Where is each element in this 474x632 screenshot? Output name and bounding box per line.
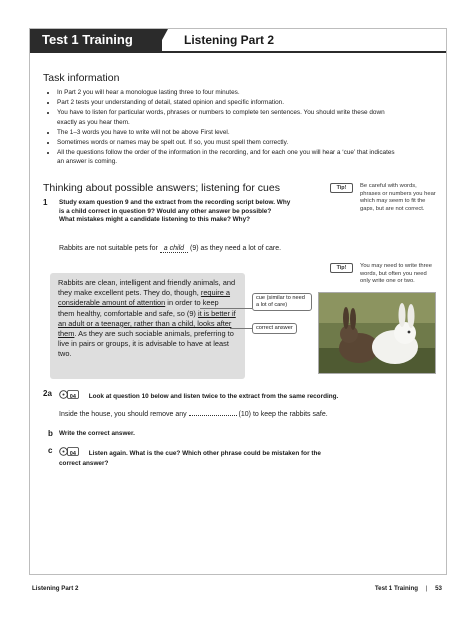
test-label: Test 1 Training <box>30 29 162 51</box>
footer-divider: | <box>425 585 428 592</box>
footer-left: Listening Part 2 <box>32 585 79 592</box>
page-number: 53 <box>435 585 442 592</box>
task-info-list <box>43 88 402 168</box>
audio-track-icon[interactable] <box>59 447 79 460</box>
list-item: • You have to listen for particular words, phrases or numbers to complete ten sentences. You should write these down exactly as you hear them. <box>57 108 402 126</box>
track-number: 04 <box>69 450 76 457</box>
list-item: • The 1–3 words you have to write will not be above First level. <box>57 128 402 137</box>
script-text: in order to keep them healthy, comfortable and safe, so (9) <box>58 298 219 318</box>
thinking-title: Thinking about possible answers; listening for cues <box>43 182 280 194</box>
handwritten-answer: a child <box>160 245 188 253</box>
tip-text: Be careful with words, phrases or numbers you hear which may seem to fit the gaps, but are not correct. <box>360 183 436 212</box>
question-letter: c <box>48 446 53 455</box>
header-rule <box>30 51 446 53</box>
tip-box-2 <box>336 263 438 286</box>
question-line: What mistakes might a candidate listening to this make? Why? <box>59 216 251 224</box>
tip-text: You may need to write three words, but often you need only write one or two. <box>360 263 432 285</box>
tip-badge: Tip! <box>330 263 353 273</box>
header-wedge <box>156 29 168 51</box>
list-item: • In Part 2 you will hear a monologue lasting three to four minutes. <box>57 88 402 97</box>
question-2b <box>48 429 399 439</box>
cue-callout: cue (similar to need a lot of care) <box>252 293 312 311</box>
script-extract <box>50 273 245 379</box>
question-number: 2a <box>43 389 52 398</box>
rabbits-image <box>319 293 435 373</box>
question-2a <box>43 389 439 403</box>
question-line: Look at question 10 below and listen twice to the extract from the same recording. <box>88 392 339 400</box>
question-line: Listen again. What is the cue? Which other phrase could be mistaken for the <box>88 449 321 457</box>
sentence-text: Rabbits are not suitable pets for <box>59 245 158 252</box>
footer-right <box>375 585 442 592</box>
callout-leader <box>200 308 252 309</box>
question-letter: b <box>48 429 53 438</box>
footer-section: Test 1 Training <box>374 585 419 592</box>
answer-gap[interactable] <box>189 415 237 416</box>
gap-sentence <box>59 410 399 419</box>
sentence-text: Inside the house, you should remove any <box>59 411 187 418</box>
script-text: . As they are such sociable animals, preferring to live in pairs or groups, it is advisable to have at least two. <box>58 329 234 359</box>
page <box>29 28 447 592</box>
tip-box-1 <box>336 183 438 213</box>
script-answer-text: it is better if an adult or a teenager, rather than a child, looks after them <box>58 308 236 339</box>
question-1 <box>43 198 354 225</box>
audio-track-icon[interactable] <box>59 390 79 403</box>
task-info-title: Task information <box>43 72 120 84</box>
list-item: • Part 2 tests your understanding of detail, stated opinion and specific information. <box>57 98 402 107</box>
question-2c <box>48 446 399 468</box>
question-line: Write the correct answer. <box>59 430 135 437</box>
script-cue-text: require a considerable amount of attention <box>58 288 231 308</box>
example-sentence <box>59 244 359 253</box>
question-number: 1 <box>43 198 48 207</box>
callout-leader <box>230 328 252 329</box>
question-line: is a child correct in question 9? Would any other answer be possible? <box>59 207 272 215</box>
list-item: • Sometimes words or names may be spelt out. If so, you must spell them correctly. <box>57 138 402 147</box>
question-line: Study exam question 9 and the extract from the recording script below. Why <box>59 199 291 206</box>
script-text: Rabbits are clean, intelligent and friendly animals, and they make excellent pets. They do, though, <box>58 278 236 298</box>
list-item: • All the questions follow the order of the information in the recording, and for each one you will hear a ‘cue’ that indicates an answer is coming. <box>57 148 402 166</box>
section-label: Listening Part 2 <box>170 29 446 51</box>
sentence-text: (10) to keep the rabbits safe. <box>238 411 328 418</box>
question-line: correct answer? <box>59 459 109 467</box>
tip-badge: Tip! <box>330 183 353 193</box>
rabbits-photo <box>318 292 436 374</box>
correct-answer-callout: correct answer <box>252 323 297 334</box>
track-number: 04 <box>69 393 76 400</box>
sentence-text: (9) as they need a lot of care. <box>189 245 282 252</box>
